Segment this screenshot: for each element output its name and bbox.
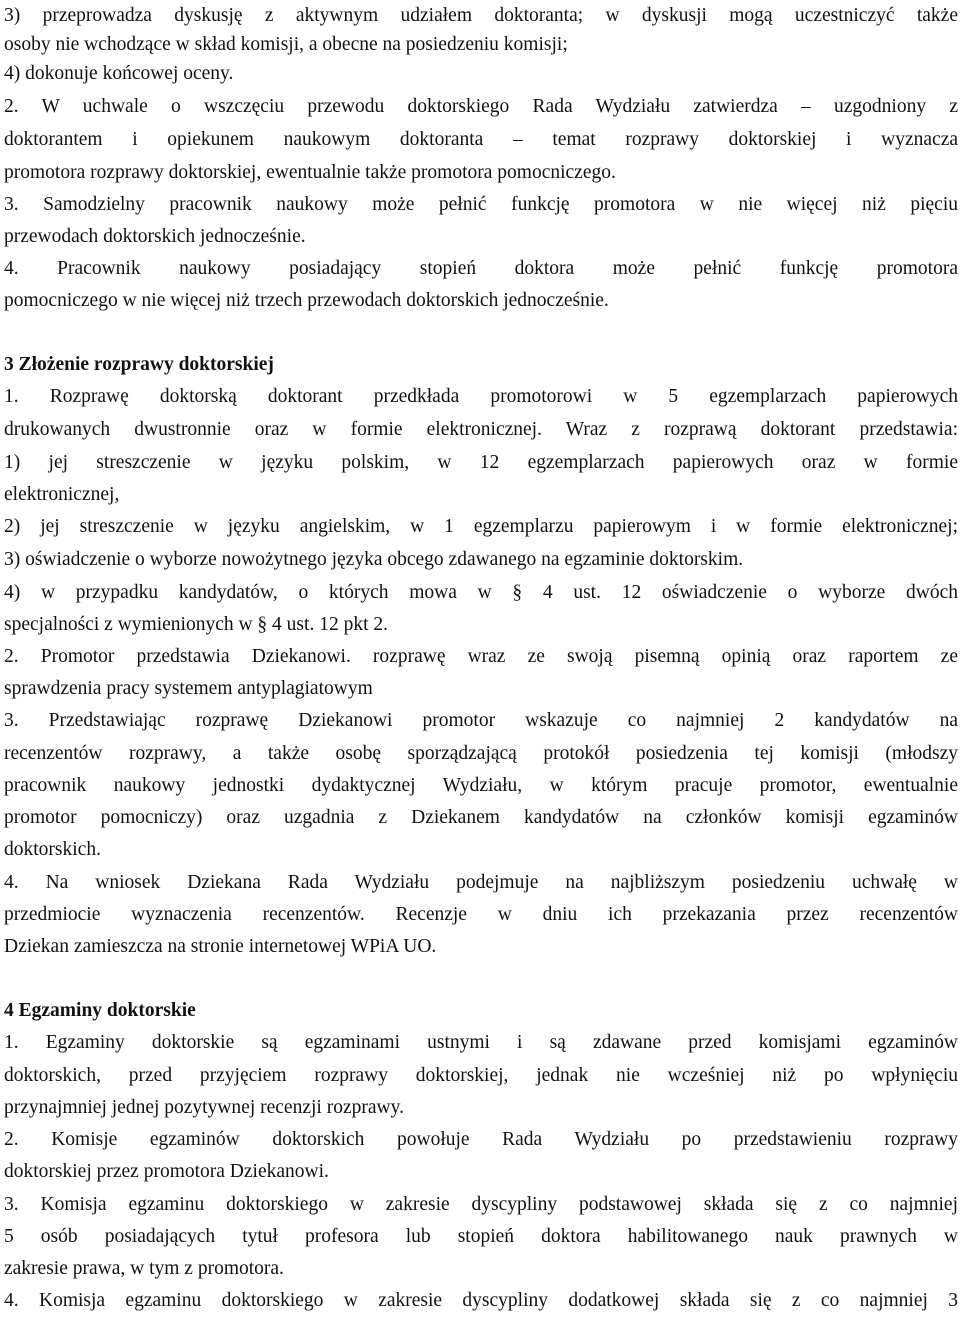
text-line: osoby nie wchodzące w skład komisji, a obecne na posiedzeniu komisji; <box>4 34 568 55</box>
text-line: Dziekan zamieszcza na stronie internetowej WPiA UO. <box>4 936 437 957</box>
text-line: 5 osób posiadających tytuł profesora lub stopień doktora habilitowanego nauk prawnych w <box>4 1226 958 1247</box>
text-line: 1) jej streszczenie w języku polskim, w 12 egzemplarzach papierowych oraz w formie <box>4 452 958 473</box>
text-line: przynajmniej jednej pozytywnej recenzji rozprawy. <box>4 1097 404 1118</box>
text-line: doktorskich. <box>4 839 101 860</box>
text-line: pracownik naukowy jednostki dydaktycznej Wydziału, w którym pracuje promotor, ewentualnie <box>4 775 958 796</box>
text-line: 2. Komisje egzaminów doktorskich powołuje Rada Wydziału po przedstawieniu rozprawy <box>4 1129 958 1150</box>
text-line: 4. Na wniosek Dziekana Rada Wydziału podejmuje na najbliższym posiedzeniu uchwałę w <box>4 872 958 893</box>
text-line: sprawdzenia pracy systemem antyplagiatowym <box>4 678 373 699</box>
text-line: 3. Komisja egzaminu doktorskiego w zakresie dyscypliny podstawowej składa się z co najmniej <box>4 1194 958 1215</box>
text-line: pomocniczego w nie więcej niż trzech przewodach doktorskich jednocześnie. <box>4 290 609 311</box>
text-line: 3. Przedstawiając rozprawę Dziekanowi promotor wskazuje co najmniej 2 kandydatów na <box>4 710 958 731</box>
section-heading: 3 Złożenie rozprawy doktorskiej <box>4 354 274 375</box>
section-heading: 4 Egzaminy doktorskie <box>4 1000 196 1021</box>
text-line: elektronicznej, <box>4 484 120 505</box>
text-line: 4. Pracownik naukowy posiadający stopień doktora może pełnić funkcję promotora <box>4 258 958 279</box>
text-line: 2. W uchwale o wszczęciu przewodu doktorskiego Rada Wydziału zatwierdza – uzgodniony z <box>4 96 958 117</box>
text-line: 3) przeprowadza dyskusję z aktywnym udziałem doktoranta; w dyskusji mogą uczestniczyć także <box>4 5 958 26</box>
text-line: 4. Komisja egzaminu doktorskiego w zakresie dyscypliny dodatkowej składa się z co najmniej 3 <box>4 1290 958 1311</box>
text-line: 3. Samodzielny pracownik naukowy może pełnić funkcję promotora w nie więcej niż pięciu <box>4 194 958 215</box>
text-line: promotora rozprawy doktorskiej, ewentualnie także promotora pomocniczego. <box>4 162 616 183</box>
text-line: 2) jej streszczenie w języku angielskim, w 1 egzemplarzu papierowym i w formie elektronicznej; <box>4 516 958 537</box>
text-line: doktorskiej przez promotora Dziekanowi. <box>4 1161 329 1182</box>
text-line: doktorskich, przed przyjęciem rozprawy doktorskiej, jednak nie wcześniej niż po wpłynięciu <box>4 1065 958 1086</box>
text-line: 2. Promotor przedstawia Dziekanowi. rozprawę wraz ze swoją pisemną opinią oraz raportem ze <box>4 646 958 667</box>
text-line: doktorantem i opiekunem naukowym doktoranta – temat rozprawy doktorskiej i wyznacza <box>4 129 958 150</box>
text-line: 4) dokonuje końcowej oceny. <box>4 63 234 84</box>
text-line: 1. Rozprawę doktorską doktorant przedkłada promotorowi w 5 egzemplarzach papierowych <box>4 386 958 407</box>
text-line: 4) w przypadku kandydatów, o których mowa w § 4 ust. 12 oświadczenie o wyborze dwóch <box>4 582 958 603</box>
text-line: drukowanych dwustronnie oraz w formie elektronicznej. Wraz z rozprawą doktorant przedstawia: <box>4 419 958 440</box>
text-line: 1. Egzaminy doktorskie są egzaminami ustnymi i są zdawane przed komisjami egzaminów <box>4 1032 958 1053</box>
text-line: specjalności z wymienionych w § 4 ust. 12 pkt 2. <box>4 614 388 635</box>
text-line: przedmiocie wyznaczenia recenzentów. Recenzje w dniu ich przekazania przez recenzentów <box>4 904 958 925</box>
text-line: promotor pomocniczy) oraz uzgadnia z Dziekanem kandydatów na członków komisji egzaminów <box>4 807 958 828</box>
text-line: zakresie prawa, w tym z promotora. <box>4 1258 284 1279</box>
text-line: przewodach doktorskich jednocześnie. <box>4 226 306 247</box>
text-line: 3) oświadczenie o wyborze nowożytnego języka obcego zdawanego na egzaminie doktorskim. <box>4 549 744 570</box>
text-line: recenzentów rozprawy, a także osobę sporządzającą protokół posiedzenia tej komisji (młodszy <box>4 743 958 764</box>
